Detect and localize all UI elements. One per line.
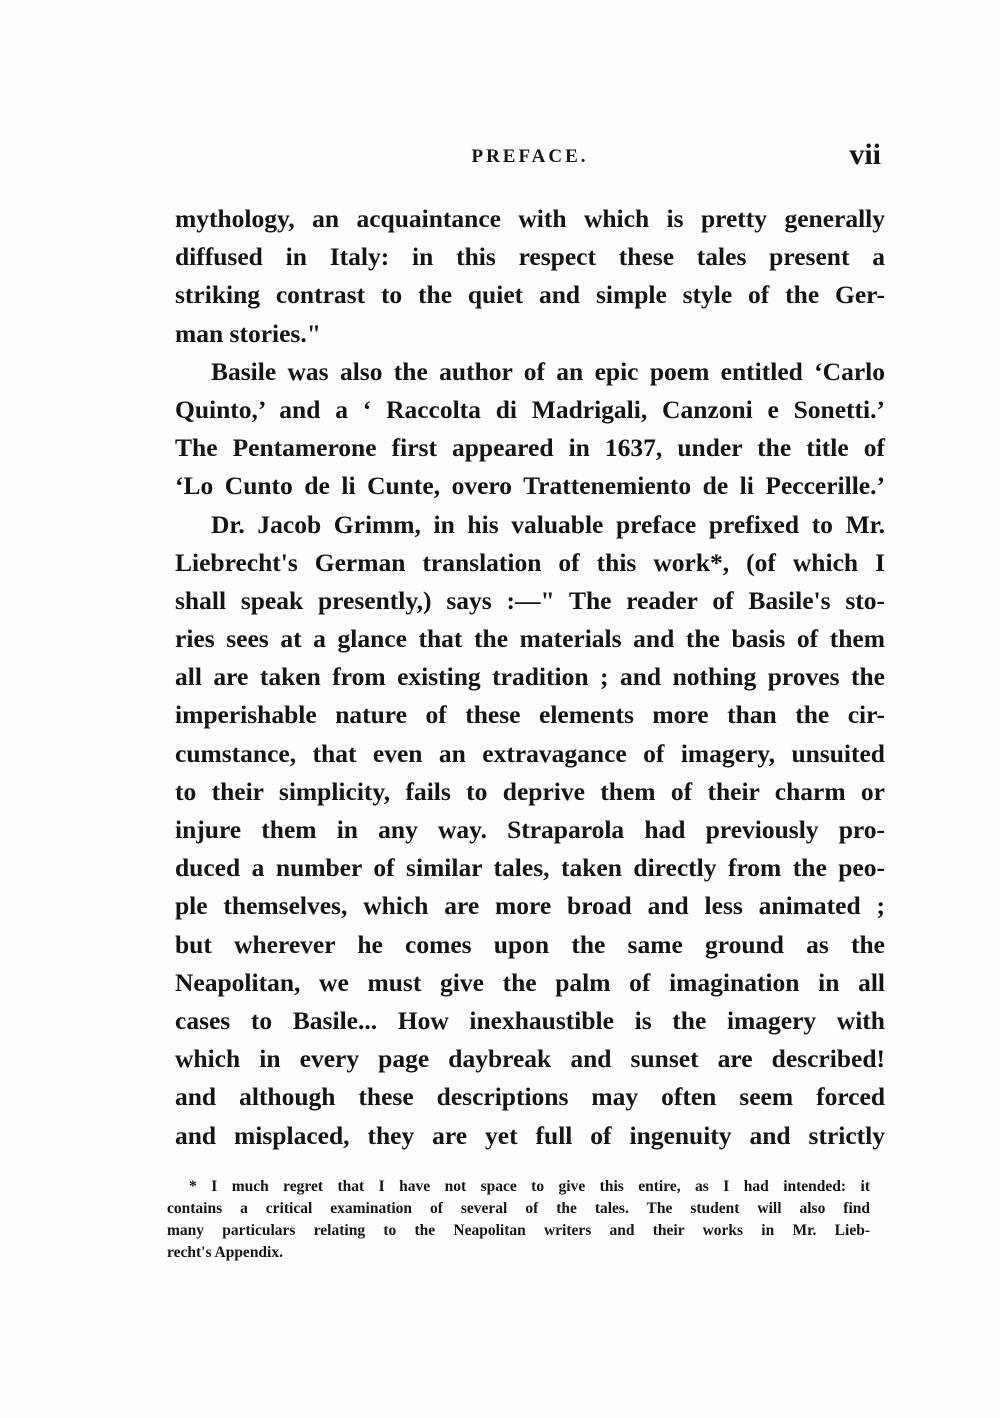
- text-line: ‘Lo Cunto de li Cunte, overo Trattenemiento de li Peccerille.’: [175, 471, 885, 501]
- text-line: man stories.": [175, 318, 321, 348]
- text-line: all are taken from existing tradition ; and nothing proves the: [175, 662, 885, 692]
- text-line: Dr. Jacob Grimm, in his valuable preface prefixed to Mr.: [211, 509, 885, 539]
- text-line: cumstance, that even an extravagance of imagery, unsuited: [175, 738, 885, 768]
- text-line: Neapolitan, we must give the palm of imagination in all: [175, 967, 885, 997]
- page-number: vii: [849, 138, 881, 171]
- text-line: ple themselves, which are more broad and less animated ;: [175, 891, 885, 921]
- footnote-line: recht's Appendix.: [167, 1244, 283, 1261]
- text-line: and misplaced, they are yet full of ingenuity and strictly: [175, 1120, 885, 1150]
- footnote-line: many particulars relating to the Neapolitan writers and their works in Mr. Lieb-: [167, 1222, 870, 1239]
- footnote: [167, 1176, 870, 1264]
- text-line: striking contrast to the quiet and simple style of the Ger-: [175, 280, 885, 310]
- text-line: shall speak presently,) says :—" The reader of Basile's sto-: [175, 585, 885, 615]
- text-line: but wherever he comes upon the same ground as the: [175, 929, 885, 959]
- page-header: [175, 138, 885, 186]
- text-line: to their simplicity, fails to deprive them of their charm or: [175, 776, 885, 806]
- text-line: Basile was also the author of an epic poem entitled ‘Carlo: [211, 356, 885, 386]
- text-line: diffused in Italy: in this respect these tales present a: [175, 242, 885, 272]
- text-line: and although these descriptions may often seem forced: [175, 1082, 885, 1112]
- text-line: Liebrecht's German translation of this work*, (of which I: [175, 547, 885, 577]
- text-line: mythology, an acquaintance with which is pretty generally: [175, 204, 885, 233]
- text-line: duced a number of similar tales, taken directly from the peo-: [175, 853, 885, 883]
- text-line: imperishable nature of these elements more than the cir-: [175, 700, 885, 730]
- text-line: cases to Basile... How inexhaustible is the imagery with: [175, 1005, 885, 1035]
- body-text: [175, 200, 885, 1155]
- footnote-line: contains a critical examination of several of the tales. The student will also find: [167, 1200, 870, 1217]
- text-line: injure them in any way. Straparola had previously pro-: [175, 815, 885, 844]
- text-line: Quinto,’ and a ‘ Raccolta di Madrigali, Canzoni e Sonetti.’: [175, 394, 885, 424]
- footnote-line: * I much regret that I have not space to give this entire, as I had intended: it: [189, 1178, 870, 1195]
- text-line: which in every page daybreak and sunset are described!: [175, 1044, 885, 1074]
- running-head: PREFACE.: [471, 146, 589, 167]
- text-line: The Pentamerone first appeared in 1637, under the title of: [175, 433, 885, 463]
- text-line: ries sees at a glance that the materials and the basis of them: [175, 624, 885, 654]
